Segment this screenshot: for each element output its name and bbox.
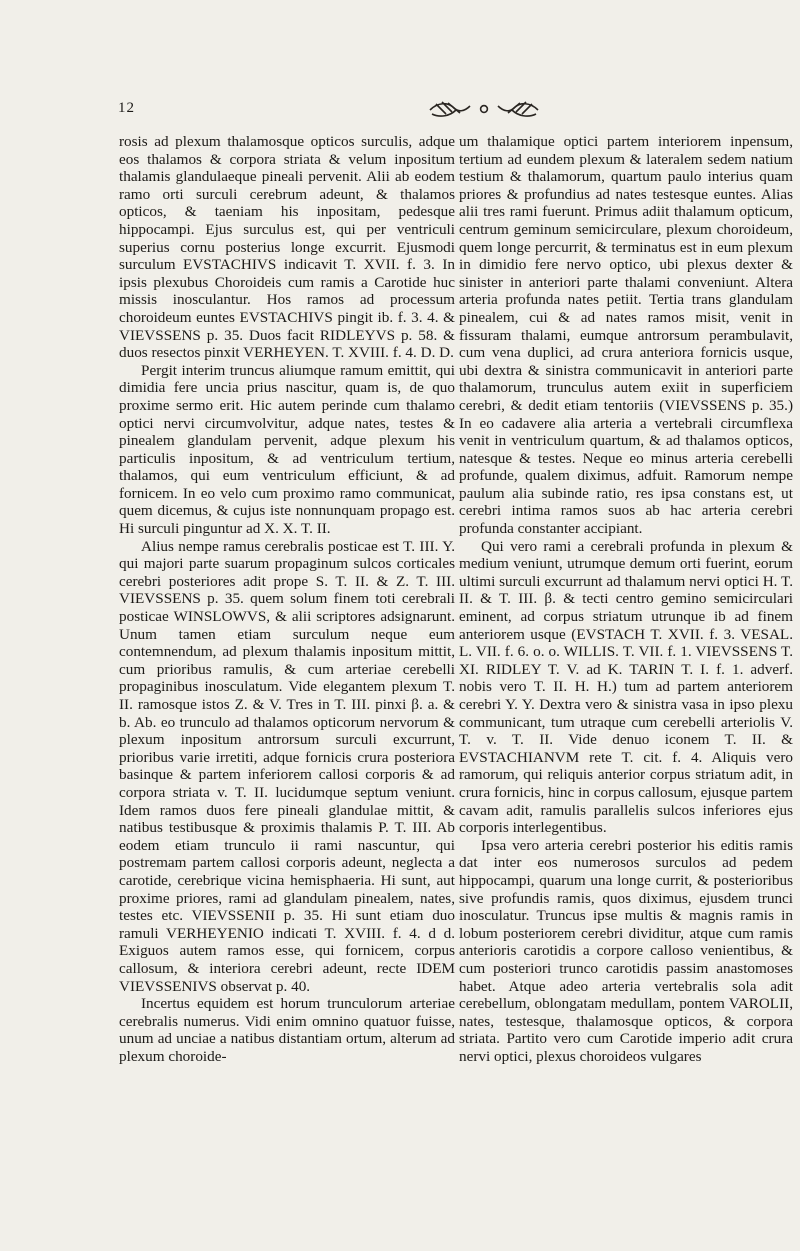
headpiece-ornament-icon [428, 98, 540, 120]
paragraph: Ipsa vero arteria cerebri posterior his editis ramis dat inter eos numerosos surculos ad pedem hippocampi, quarum una longe currit, & posterioribus sive profundis ramis, quos diximus, ejusdem trunci inosculatur. Truncus ipse multis & magnis ramis in lobum posteriorem cerebri dividitur, atque cum ramis anterioris carotidis a corpore calloso venientibus, & cum posteriori trunco carotidis passim anastomoses habet. Atque adeo arteria vertebralis sola adit cerebellum, oblongatam medullam, pontem VAROLII, nates, testesque, thalamosque opticos, & corpora striata. Partito vero cum Carotide imperio adit crura nervi optici, plexus choroideos vulgares [459, 836, 793, 1065]
left-column [119, 133, 455, 1065]
paragraph: um thalamique optici partem interiorem inpensum, tertium ad eundem plexum & lateralem sedem natium testium & thalamorum, quartum paulo interius quam priores & profundius ad nates testesque euntes. Alias alii tres rami fuerunt. Primus adiit thalamum opticum, centrum geminum semicirculare, plexum choroideum, quem longe percurrit, & terminatus est in eum plexum in dimidio fere nervo optico, ubi plexus dexter & sinister in anteriori parte thalami conveniunt. Altera arteria profunda nates petiit. Tertia trans glandulam pinealem, cui & ad nates ramos misit, venit in fissuram thalami, eumque antrorsum perambulavit, cum vena duplici, ad crura anteriora fornicis usque, ubi dextra & sinistra communicavit in anteriori parte thalamorum, trunculus autem exiit in superficiem cerebri, & dedit etiam tentoriis (VIEVSSENS p. 35.) In eo cadavere alia arteria a vertebrali circumflexa venit in ventriculum quartum, & ad thalamos opticos, natesque & testes. Neque eo minus arteria cerebelli profunde, qualem diximus, adfuit. Ramorum nempe paulum alia subinde ratio, res ipsa constans est, ut cerebri intima ramos suos ab hac arteria cerebri profunda constanter accipiant. [459, 133, 793, 538]
paragraph: Qui vero rami a cerebrali profunda in plexum & medium veniunt, utrumque demum orti fuerint, eorum ultimi surculi excurrunt ad thalamum nervi optici H. T. II. & T. III. β. & tecti centro gemino semicirculari eminent, ad corpus striatum utrunque ib ad finem anteriorem usque (EVSTACH T. XVII. f. 3. VESAL. L. VII. f. 6. o. o. WILLIS. T. VII. f. 1. VIEVSSENS T. XI. RIDLEY T. V. ad K. TARIN T. I. f. 1. adverf. nobis vero T. II. H. H.) tum ad partem anteriorem cerebri Y. Y. Dextra vero & sinistra vasa in ipso plexu communicant, tum utraque cum cerebelli arteriolis V. T. v. T. II. Vide denuo iconem T. II. & EVSTACHIANVM rete T. cit. f. 4. Aliquis vero ramorum, qui reliquis anterior corpus striatum adit, in crura fornicis, hinc in corpus callosum, ejusque partem cavam adit, ramulis parallelis sulcos inferiores ejus corporis interlegentibus. [459, 537, 793, 837]
paragraph: rosis ad plexum thalamosque opticos surculis, adque eos thalamos & corpora striata & velum inpositum thalamis glandulaeque pineali pervenit. Alii ab eodem ramo orti surculi cerebrum adeunt, & thalamos opticos, & taeniam his inpositam, pedesque hippocampi. Ejus surculus est, qui per ventriculi superius cornu posterius longe excurrit. Ejusmodi surculum EVSTACHIVS indicavit T. XVII. f. 3. In ipsis plexubus Choroideis cum ramis a Carotide huc missis inosculantur. Hos ramos ad processum choroideum euntes EVSTACHIVS pingit ib. f. 3. 4. & VIEVSSENS p. 35. Duos facit RIDLEYVS p. 58. & duos resectos pinxit VERHEYEN. T. XVIII. f. 4. D. D. [119, 133, 455, 362]
paragraph: Incertus equidem est horum trunculorum arteriae cerebralis numerus. Vidi enim omnino quatuor fuisse, unum ad unciae a natibus distantiam ortum, alterum ad plexum choroide- [119, 995, 455, 1065]
paragraph: Pergit interim truncus aliumque ramum emittit, qui dimidia fere uncia prius nascitur, quam is, de quo proxime sermo erit. Hic autem perinde cum thalamo optici nervi circumvolvitur, adque nates, testes & pinealem glandulam pervenit, adque plexum his particulis inpositum, & ad ventriculum tertium, thalamos, qui eum ventriculum efficiunt, & ad fornicem. In eo velo cum proximo ramo communicat, quem dicemus, & cujus iste nonnunquam propago est. Hi surculi pinguntur ad X. X. T. II. [119, 361, 455, 538]
right-column [459, 133, 793, 1065]
page-number: 12 [118, 100, 135, 116]
paragraph: Alius nempe ramus cerebralis posticae est T. III. Y. qui majori parte suarum propaginum sulcos corticales cerebri posteriores adit prope S. T. II. & Z. T. III. VIEVSSENS p. 35. quem solum finem toti cerebrali posticae WINSLOWVS, & alii scriptores adsignarunt. Unum tamen etiam surculum neque eum contemnendum, ad plexum thalamis inpositum mittit, cum prioribus ramulis, & cum arteriae cerebelli propaginibus inosculatum. Vide elegantem plexum T. II. ramosque istos Z. & V. Tres in T. III. pinxi β. a. & b. Ab. eo trunculo ad thalamos opticorum nervorum & plexum inpositum antrorsum surculi excurrunt, prioribus varie irretiti, adque fornicis crura posteriora basinque & partem inferiorem callosi corporis & ad corpora striata v. T. II. lucidumque septum veniunt. Idem ramos duos fere pineali glandulae mittit, & natibus testibusque & proximis thalamis P. T. III. Ab eodem etiam trunculo ii rami nascuntur, qui postremam partem callosi corporis adeunt, neglecta a carotide, cerebrique vicina hemisphaeria. Hi sunt, aut proxime priores, rami ad glandulam pinealem, nates, testes etc. VIEVSSENII p. 35. Hi sunt etiam duo ramuli VERHEYENIO indicati T. XVIII. f. 4. d d. Exiguos autem ramos esse, qui fornicem, corpus callosum, & interiora cerebri adeunt, recte IDEM VIEVSSENIVS observat p. 40. [119, 537, 455, 995]
